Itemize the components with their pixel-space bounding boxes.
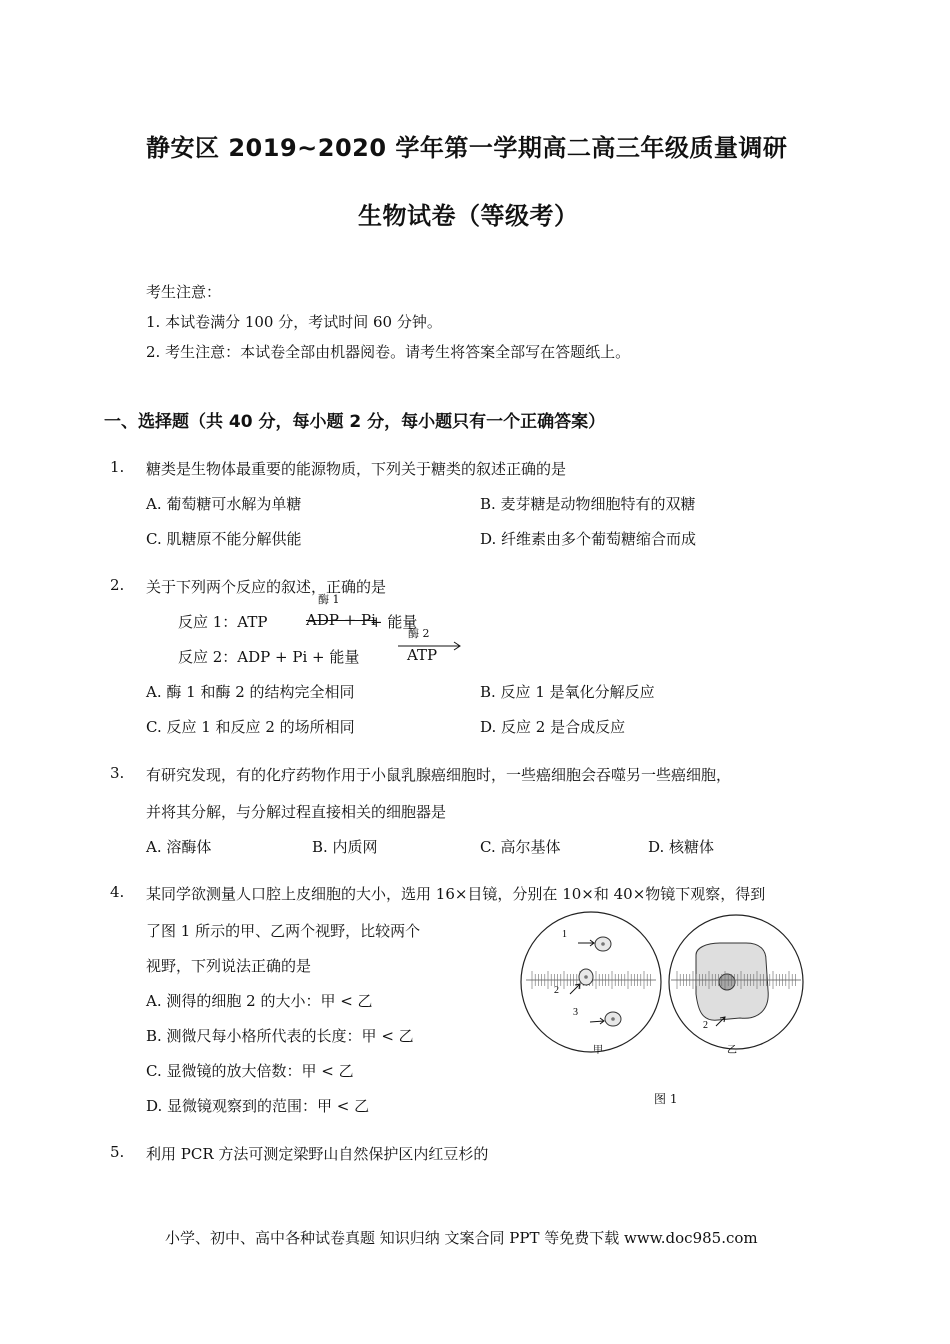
q4-stem-line2: 了图 1 所示的甲、乙两个视野，比较两个: [146, 922, 421, 940]
q3-option-a: A. 溶酶体: [146, 838, 212, 856]
cell-2-label: 2: [554, 985, 559, 996]
exam-title: 静安区 2019~2020 学年第一学期高二高三年级质量调研: [146, 134, 788, 162]
figure-1-microscope-views: [520, 910, 815, 1060]
reaction-1-label: 反应 1：ATP: [178, 613, 268, 631]
q2-stem: 关于下列两个反应的叙述，正确的是: [146, 578, 387, 596]
q2-option-b: B. 反应 1 是氧化分解反应: [480, 683, 655, 701]
q3-stem-line2: 并将其分解，与分解过程直接相关的细胞器是: [146, 803, 447, 821]
q1-option-a: A. 葡萄糖可水解为单糖: [146, 495, 302, 513]
notice-heading: 考生注意：: [146, 283, 222, 301]
q4-number: 4.: [110, 883, 125, 901]
cell-2-right-label: 2: [703, 1020, 708, 1031]
field-label-yi: 乙: [727, 1045, 737, 1056]
q2-option-d: D. 反应 2 是合成反应: [480, 718, 626, 736]
section-heading: 一、选择题（共 40 分，每小题 2 分，每小题只有一个正确答案）: [104, 412, 606, 432]
exam-subtitle: 生物试卷（等级考）: [358, 202, 579, 230]
q3-number: 3.: [110, 764, 125, 782]
q1-number: 1.: [110, 458, 125, 476]
enzyme-2-label: 酶 2: [408, 627, 430, 640]
q3-option-d: D. 核糖体: [648, 838, 715, 856]
q2-option-c: C. 反应 1 和反应 2 的场所相同: [146, 718, 355, 736]
q5-stem: 利用 PCR 方法可测定梁野山自然保护区内红豆杉的: [146, 1145, 489, 1163]
q4-option-b: B. 测微尺每小格所代表的长度：甲 < 乙: [146, 1027, 414, 1045]
q3-option-b: B. 内质网: [312, 838, 378, 856]
notice-item-1: 1. 本试卷满分 100 分，考试时间 60 分钟。: [146, 313, 442, 331]
q5-number: 5.: [110, 1143, 125, 1161]
enzyme-1-label: 酶 1: [318, 593, 340, 606]
q4-option-c: C. 显微镜的放大倍数：甲 < 乙: [146, 1062, 354, 1080]
reaction-2-product: ATP: [407, 646, 438, 664]
reaction-1-products: ADP + Pi: [306, 611, 376, 629]
cell-1-label: 1: [562, 929, 567, 940]
q3-option-c: C. 高尔基体: [480, 838, 561, 856]
q3-stem-line1: 有研究发现，有的化疗药物作用于小鼠乳腺癌细胞时，一些癌细胞会吞噬另一些癌细胞，: [146, 766, 732, 784]
q1-option-c: C. 肌糖原不能分解供能: [146, 530, 302, 548]
cell-3-label: 3: [573, 1007, 578, 1018]
reaction-2-label: 反应 2：ADP + Pi + 能量: [178, 648, 360, 666]
figure-1-caption: 图 1: [654, 1092, 678, 1106]
cell-nucleus: [719, 974, 735, 990]
q4-option-a: A. 测得的细胞 2 的大小：甲 < 乙: [146, 992, 373, 1010]
page-footer: 小学、初中、高中各种试卷真题 知识归纳 文案合同 PPT 等免费下载 www.doc985.com: [165, 1229, 758, 1247]
q1-option-d: D. 纤维素由多个葡萄糖缩合而成: [480, 530, 697, 548]
q1-stem: 糖类是生物体最重要的能源物质，下列关于糖类的叙述正确的是: [146, 460, 567, 478]
field-label-jia: 甲: [593, 1045, 603, 1056]
q2-number: 2.: [110, 576, 125, 594]
q4-stem-line1: 某同学欲测量人口腔上皮细胞的大小，选用 16×目镜，分别在 10×和 40×物镜下观察，得到: [146, 885, 766, 903]
notice-item-2: 2. 考生注意：本试卷全部由机器阅卷。请考生将答案全部写在答题纸上。: [146, 343, 631, 361]
q4-option-d: D. 显微镜观察到的范围：甲 < 乙: [146, 1097, 370, 1115]
q2-option-a: A. 酶 1 和酶 2 的结构完全相同: [146, 683, 355, 701]
q1-option-b: B. 麦芽糖是动物细胞特有的双糖: [480, 495, 696, 513]
reaction-1-energy: + 能量: [370, 613, 418, 631]
q4-stem-line3: 视野，下列说法正确的是: [146, 957, 312, 975]
